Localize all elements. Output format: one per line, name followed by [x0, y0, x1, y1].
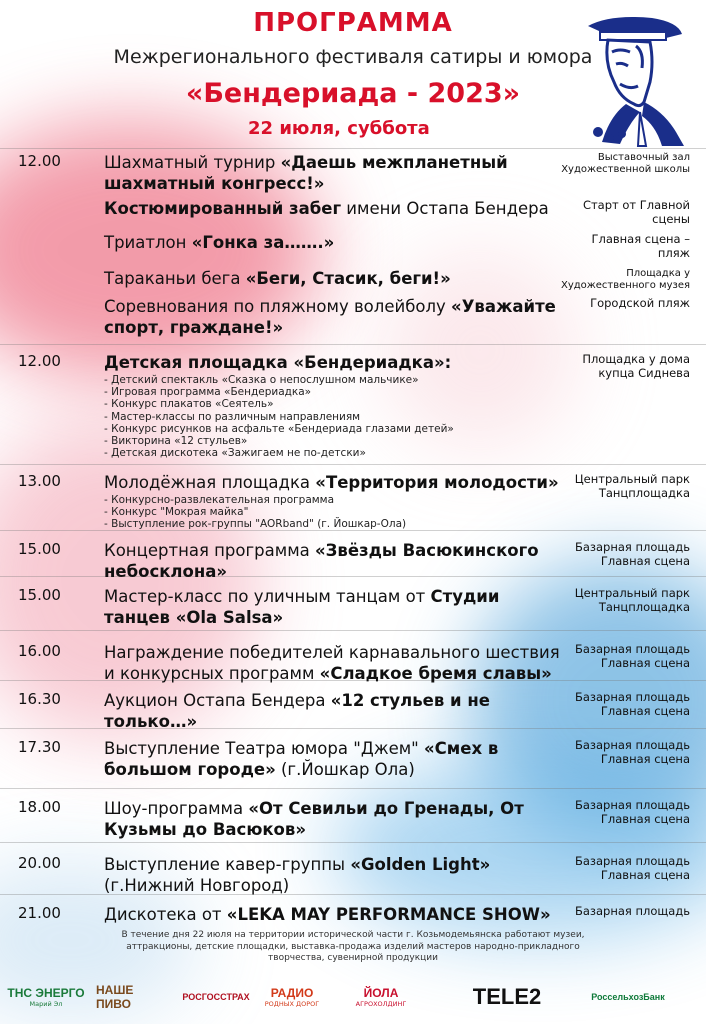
event-subitem: - Игровая программа «Бендериадка» — [104, 386, 312, 399]
event-time: 15.00 — [18, 540, 61, 558]
sponsor-name: РоссельхозБанк — [591, 992, 665, 1002]
event-place: Выставочный зал Художественной школы — [561, 152, 690, 175]
sponsor-logo — [96, 974, 166, 1020]
event-subitem: - Детская дискотека «Зажигаем не по-детски» — [104, 447, 366, 460]
event-sublist — [104, 374, 566, 459]
event-subitem: - Конкурсно-развлекательная программа — [104, 494, 335, 506]
event-subitem: - Конкурс рисунков на асфальте «Бендериада глазами детей» — [104, 422, 454, 435]
sponsor-logo — [262, 974, 322, 1020]
event-place: Центральный парк Танцплощадка — [574, 586, 690, 614]
event-place: Базарная площадь Главная сцена — [574, 540, 690, 568]
event-description: Тараканьи бега «Беги, Стасик, беги!» — [104, 269, 451, 288]
event-subitem: - Конкурс "Мокрая майка" — [104, 506, 249, 519]
header — [0, 0, 706, 150]
event-description: Выступление кавер-группы «Golden Light» (г.Нижний Новгород) — [104, 855, 491, 895]
sponsor-name: ЙОЛА — [363, 986, 399, 1000]
event-place: Базарная площадь Главная сцена — [574, 690, 690, 718]
event-subitem: - Мастер-классы по различным направлениям — [104, 410, 361, 423]
event-time: 15.00 — [18, 586, 61, 604]
sponsor-name: РОСГОССТРАХ — [182, 992, 250, 1002]
event-place: Площадка у дома купца Сиднева — [582, 352, 690, 380]
page-title: ПРОГРАММА — [253, 8, 453, 38]
footnote: В течение дня 22 июля на территории исторической части г. Козьмодемьянска работают музеи, аттракционы, детские площадки, выставка-продажа изделий мастеров народно-прикладного творчества, сувенирной продукции — [121, 930, 585, 963]
event-place: Базарная площадь Главная сцена — [574, 738, 690, 766]
row-divider — [0, 630, 706, 631]
event-date: 22 июля, суббота — [248, 118, 430, 139]
event-time: 16.00 — [18, 642, 61, 660]
page-subtitle: Межрегионального фестиваля сатиры и юмора — [113, 46, 593, 68]
sponsor-name: РАДИО — [270, 986, 314, 1000]
sponsor-name: TELE2 — [472, 984, 542, 1009]
sponsor-logos — [0, 968, 706, 1024]
event-description: Дискотека от «LEKA MAY PERFORMANCE SHOW» — [104, 905, 551, 924]
event-place: Базарная площадь Главная сцена — [574, 642, 690, 670]
event-description: Костюмированный забег имени Остапа Бендера — [104, 199, 549, 218]
sponsor-logo — [6, 974, 86, 1020]
sponsor-logo — [326, 974, 436, 1020]
row-divider — [0, 344, 706, 345]
event-description: Выступление Театра юмора "Джем" «Смех в большом городе» (г.Йошкар Ола) — [104, 739, 499, 779]
event-time: 18.00 — [18, 798, 61, 816]
event-time: 20.00 — [18, 854, 61, 872]
event-place: Старт от Главной сцены — [582, 198, 690, 226]
event-place: Площадка у Художественного музея — [560, 268, 690, 291]
sponsor-subtitle: АГРОХОЛДИНГ — [355, 1000, 407, 1008]
event-subitem: - Выступление рок-группы "AORband" (г. Йошкар-Ола) — [104, 518, 407, 531]
event-place: Базарная площадь — [574, 904, 690, 918]
row-divider — [0, 464, 706, 465]
row-divider — [0, 148, 706, 149]
event-description: Концертная программа «Звёзды Васюкинского небосклона» — [104, 541, 539, 581]
sponsor-subtitle: РОДНЫХ ДОРОГ — [264, 1000, 320, 1008]
event-description: Шоу-программа «От Севильи до Гренады, От Кузьмы до Васюков» — [104, 799, 524, 839]
event-time: 12.00 — [18, 152, 61, 170]
sponsor-subtitle: Марий Эл — [29, 1000, 63, 1008]
event-place: Базарная площадь Главная сцена — [574, 854, 690, 882]
event-subitem: - Викторина «12 стульев» — [104, 435, 248, 448]
ostap-bender-portrait-icon — [580, 12, 690, 150]
event-sublist — [104, 494, 566, 531]
event-subitem: - Конкурс плакатов «Сеятель» — [104, 398, 274, 411]
event-description: Детская площадка «Бендериадка»: - Детский спектакль «Сказка о непослушном мальчике» - Игровая программа «Бендериадка» - Конкурс плакатов «Сеятель» - Мастер-классы по различным направлениям - Конкурс рисунков на асфальте «Бендериада глазами детей» - Викторина «12 стульев» - Детская дискотека «Зажигаем не по-детски» — [104, 352, 566, 459]
event-description: Соревнования по пляжному волейболу «Уважайте спорт, граждане!» — [104, 297, 556, 337]
event-time: 17.30 — [18, 738, 61, 756]
event-time: 13.00 — [18, 472, 61, 490]
event-place: Главная сцена – пляж — [591, 232, 690, 260]
sponsor-name: НАШЕ ПИВО — [96, 983, 134, 1011]
event-description: Молодёжная площадка «Территория молодости» - Конкурсно-развлекательная программа - Конкурс "Мокрая майка" - Выступление рок-группы "AORband" (г. Йошкар-Ола) — [104, 472, 566, 531]
sponsor-logo — [462, 974, 552, 1020]
event-subitem: - Детский спектакль «Сказка о непослушном мальчике» — [104, 374, 419, 386]
event-description: Аукцион Остапа Бендера «12 стульев и не только…» — [104, 691, 490, 731]
event-place: Центральный парк Танцплощадка — [574, 472, 690, 500]
sponsor-logo — [176, 974, 256, 1020]
event-description: Триатлон «Гонка за…….» — [104, 233, 335, 252]
event-time: 12.00 — [18, 352, 61, 370]
festival-name: «Бендериада - 2023» — [185, 78, 521, 109]
sponsor-logo — [562, 974, 694, 1020]
event-description: Награждение победителей карнавального шествия и конкурсных программ «Сладкое бремя славы» — [104, 643, 560, 683]
event-description: Шахматный турнир «Даешь межпланетный шахматный конгресс!» — [104, 153, 508, 193]
event-place: Базарная площадь Главная сцена — [574, 798, 690, 826]
row-divider — [0, 788, 706, 789]
sponsor-name: ТНС ЭНЕРГО — [7, 986, 85, 1000]
event-description: Мастер-класс по уличным танцам от Студии танцев «Ola Salsa» — [104, 587, 500, 627]
event-time: 16.30 — [18, 690, 61, 708]
event-place: Городской пляж — [590, 296, 690, 310]
event-time: 21.00 — [18, 904, 61, 922]
row-divider — [0, 842, 706, 843]
